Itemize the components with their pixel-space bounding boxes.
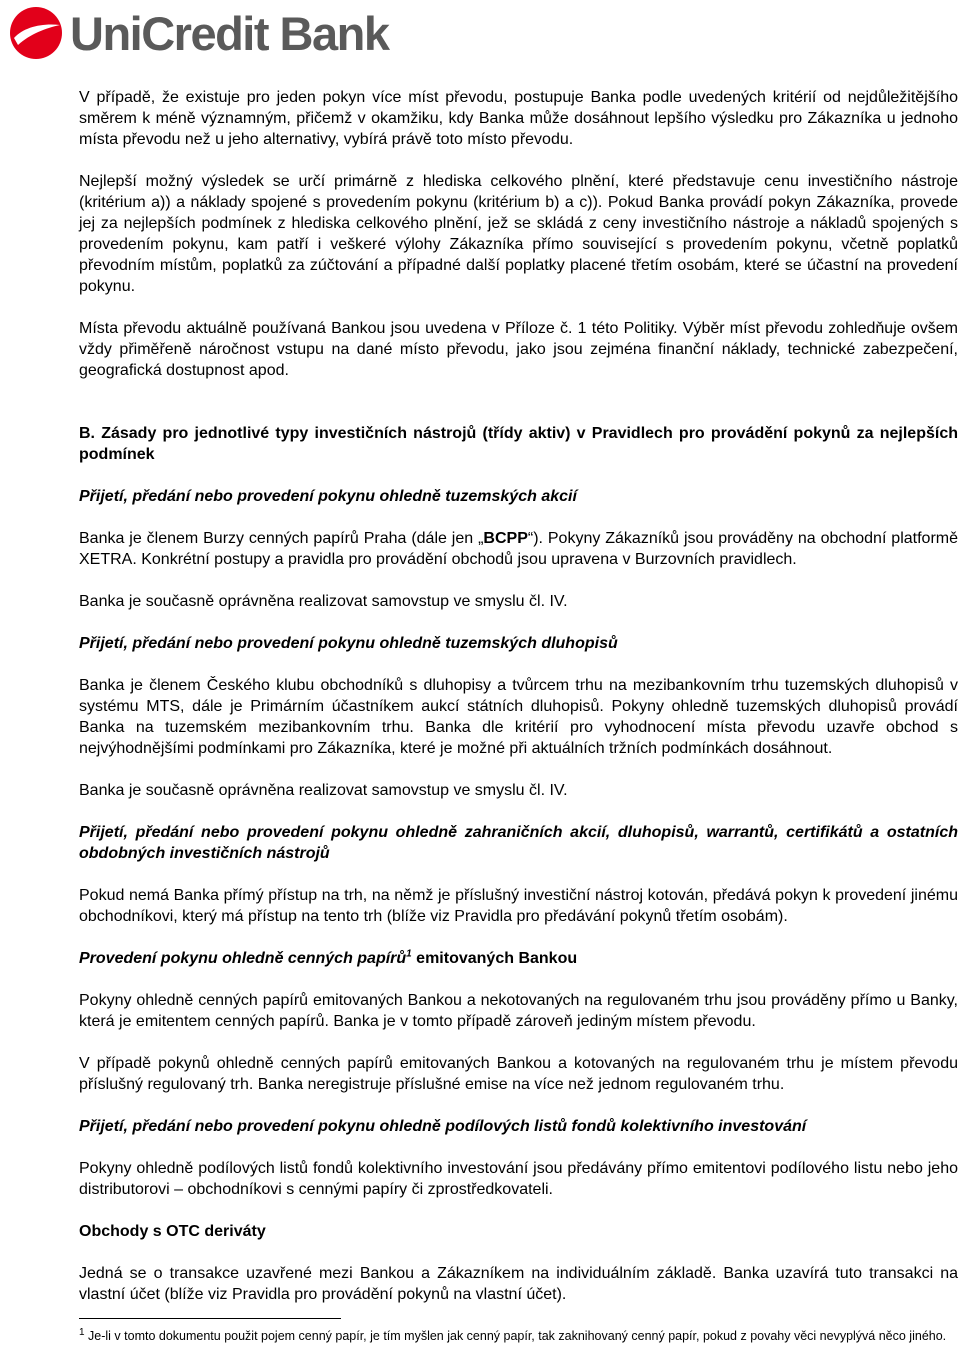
paragraph: Pokyny ohledně podílových listů fondů kolektivního investování jsou předávány přímo emitentovi podílového listu nebo jeho distributorovi – obchodníkovi s cennými papíry či zprostředkovateli. <box>79 1160 958 1198</box>
header <box>8 3 389 63</box>
unicredit-logo-icon <box>8 5 64 61</box>
paragraph: Banka je současně oprávněna realizovat samovstup ve smyslu čl. IV. <box>79 782 568 799</box>
subheading: Přijetí, předání nebo provedení pokynu ohledně tuzemských dluhopisů <box>79 635 618 652</box>
section-title: B. Zásady pro jednotlivé typy investičních nástrojů (třídy aktiv) v Pravidlech pro provádění pokynů za nejlepších podmínek <box>79 425 958 463</box>
footnote-ref: 1 <box>406 948 412 960</box>
subheading: Provedení pokynu ohledně cenných papírů$^1$ emitovaných Bankou <box>79 948 578 967</box>
paragraph: V případě, že existuje pro jeden pokyn více míst převodu, postupuje Banka podle uvedených kritérií od nejdůležitějšího směrem k méně významným, přičemž v okamžiku, kdy Banka může dosáhnout lepšího výsledku pro Zákazníka u jednoho místa převodu než u jeho alternativy, vybírá právě toto místo převodu. <box>79 89 958 148</box>
document-body <box>79 87 958 1326</box>
paragraph: Místa převodu aktuálně používaná Bankou jsou uvedena v Příloze č. 1 této Politiky. Výběr míst převodu zohledňuje ovšem vždy přiměřeně náročnost vstupu na dané místo převodu, jako jsou zejména finanční náklady, technické zabezpečení, geografická dostupnost apod. <box>79 320 958 379</box>
brand-name: UniCredit Bank <box>70 6 389 60</box>
subheading: Obchody s OTC deriváty <box>79 1223 266 1240</box>
paragraph: Jedná se o transakce uzavřené mezi Bankou a Zákazníkem na individuálním základě. Banka uzavírá tuto transakci na vlastní účet (blíže viz Pravidla pro provádění pokynů na vlastní účet). <box>79 1265 958 1303</box>
paragraph: V případě pokynů ohledně cenných papírů emitovaných Bankou a kotovaných na regulovaném trhu je místem převodu příslušný regulovaný trh. Banka neregistruje příslušné emise na více než jednom regulovaném trhu. <box>79 1055 958 1093</box>
subheading: Přijetí, předání nebo provedení pokynu ohledně podílových listů fondů kolektivního investování <box>79 1118 807 1135</box>
paragraph: Nejlepší možný výsledek se určí primárně z hlediska celkového plnění, které představuje cenu investičního nástroje (kritérium a)) a náklady spojené s provedením pokynu (kritérium b) a c)). Pokud Banka provádí pokyn Zákazníka, provede jej za nejlepších podmínek z hlediska celkového plnění, jež se skládá z ceny investičního nástroje a nákladů spojených s provedením pokynu, kam patří i veškeré výlohy Zákazníka přímo související s provedením pokynu, včetně poplatků převodním místům, poplatků za zúčtování a případné další poplatky placené třetím osobám, které se účastní na provedení pokynu. <box>79 173 958 295</box>
footnote: $^1$ Je-li v tomto dokumentu použit pojem cenný papír, je tím myšlen jak cenný papír, tak zaknihovaný cenný papír, pokud z povahy věci nevyplývá něco jiného. <box>79 1326 947 1343</box>
footnote-number: 1 <box>79 1326 85 1338</box>
paragraph: Banka je členem Českého klubu obchodníků s dluhopisy a tvůrcem trhu na mezibankovním trhu tuzemských dluhopisů v systému MTS, dále je Primárním účastníkem aukcí státních dluhopisů. Pokyny ohledně tuzemských dluhopisů provádí Banka na tuzemském mezibankovním trhu. Banka dle kritérií pro vyhodnocení místa převodu uzavře obchod s nejvýhodnějšími podmínkami pro Zákazníka, které je možné při aktuálních tržních podmínkách dosáhnout. <box>79 677 958 757</box>
footnote-divider <box>79 1318 341 1319</box>
paragraph: Pokud nemá Banka přímý přístup na trh, na němž je příslušný investiční nástroj kotován, předává pokyn k provedení jinému obchodníkovi, který má přístup na tento trh (blíže viz Pravidla pro předávání pokynů třetím osobám). <box>79 887 958 925</box>
paragraph: Pokyny ohledně cenných papírů emitovaných Bankou a nekotovaných na regulovaném trhu jsou prováděny přímo u Banky, která je emitentem cenných papírů. Banka je v tomto případě zároveň jediným místem převodu. <box>79 992 958 1030</box>
paragraph: Banka je členem Burzy cenných papírů Praha (dále jen „BCPP“). Pokyny Zákazníků jsou prováděny na obchodní platformě XETRA. Konkrétní postupy a pravidla pro provádění obchodů jsou upravena v Burzovních pravidlech. <box>79 530 959 568</box>
subheading: Přijetí, předání nebo provedení pokynu ohledně zahraničních akcií, dluhopisů, warrantů, certifikátů a ostatních obdobných investičních nástrojů <box>79 824 958 862</box>
paragraph: Banka je současně oprávněna realizovat samovstup ve smyslu čl. IV. <box>79 593 568 610</box>
subheading: Přijetí, předání nebo provedení pokynu ohledně tuzemských akcií <box>79 488 577 505</box>
